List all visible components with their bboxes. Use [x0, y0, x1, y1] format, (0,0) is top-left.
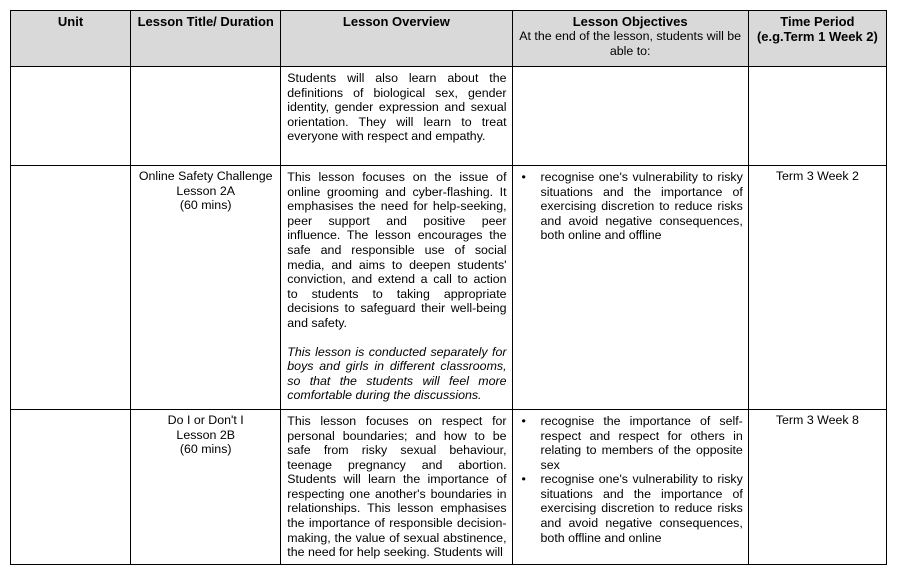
unit-cell [11, 166, 131, 410]
lesson-plan-table [10, 10, 887, 565]
overview-paragraph: This lesson focuses on respect for personal boundaries; and how to be safe from risky sexual behaviour, teenage pregnancy and abortion. Students will learn the importance of respecting one another's boundaries in relationships. This lesson emphasises the importance of responsible decision-making, the value of sexual abstinence, the need for help seeking. Students will [287, 413, 507, 560]
time-period-cell: Term 3 Week 8 [748, 409, 886, 564]
lesson-objectives-cell [512, 409, 748, 564]
header-time-period-example: (e.g.Term 1 Week 2) [756, 29, 878, 44]
lesson-title-line: (60 mins) [179, 442, 232, 457]
lesson-title-cell [131, 409, 281, 564]
table-header-row [11, 11, 887, 67]
lesson-title-line: Lesson 2B [176, 427, 235, 442]
table-row [11, 166, 887, 410]
objective-item [517, 170, 743, 243]
header-unit: Unit [11, 11, 131, 67]
lesson-objectives-cell [512, 67, 748, 166]
lesson-title-line: Do I or Don't I [167, 412, 244, 427]
unit-cell [11, 67, 131, 166]
objective-item [517, 414, 743, 472]
overview-paragraph: Students will also learn about the definitions of biological sex, gender identity, gender expression and sexual orientation. They will learn to treat everyone with respect and empathy. [287, 71, 507, 144]
bullet-icon: • [521, 472, 526, 487]
objective-text: recognise one's vulnerability to risky situations and the importance of exercising discretion to reduce risks and avoid negative consequences, both offline and online [540, 472, 743, 545]
unit-cell [11, 409, 131, 564]
lesson-title-line: Online Safety Challenge [138, 169, 273, 183]
objectives-list [517, 170, 743, 243]
objective-text: recognise the importance of self-respect and respect for others in relating to members of the opposite sex [540, 413, 743, 472]
lesson-title-line: (60 mins) [179, 198, 232, 213]
header-overview: Lesson Overview [281, 11, 512, 67]
table-row [11, 67, 887, 166]
overview-paragraph: This lesson focuses on the issue of online grooming and cyber-flashing. It emphasises the need for help-seeking, peer support and positive peer influence. The lesson encourages the safe and responsible use of social media, and aims to deepen students' conviction, and extend a call to action to students to taking appropriate decisions to safeguard their well-being and safety. [287, 170, 507, 330]
objective-text: recognise one's vulnerability to risky situations and the importance of exercising discretion to reduce risks and avoid negative consequences, both online and offline [540, 170, 743, 243]
time-period-cell [748, 67, 886, 166]
lesson-title-line: Lesson 2A [176, 183, 235, 198]
lesson-title-cell [131, 166, 281, 410]
objective-item [517, 472, 743, 545]
lesson-objectives-cell [512, 166, 748, 410]
lesson-overview-cell [281, 166, 512, 410]
header-objectives-subtitle: At the end of the lesson, students will be able to: [519, 29, 742, 58]
lesson-overview-cell [281, 409, 512, 564]
lesson-overview-cell [281, 67, 512, 166]
bullet-icon: • [521, 170, 526, 184]
table-row [11, 409, 887, 564]
bullet-icon: • [521, 413, 526, 428]
header-lesson-title: Lesson Title/ Duration [131, 11, 281, 67]
lesson-title-cell [131, 67, 281, 166]
header-objectives: Lesson Objectives At the end of the lesson, students will be able to: [512, 11, 748, 67]
overview-note: This lesson is conducted separately for boys and girls in different classrooms, so that the students will feel more comfortable during the discussions. [287, 344, 507, 403]
time-period-cell: Term 3 Week 2 [748, 166, 886, 410]
objectives-list [517, 414, 743, 545]
header-time-period: Time Period (e.g.Term 1 Week 2) [748, 11, 886, 67]
